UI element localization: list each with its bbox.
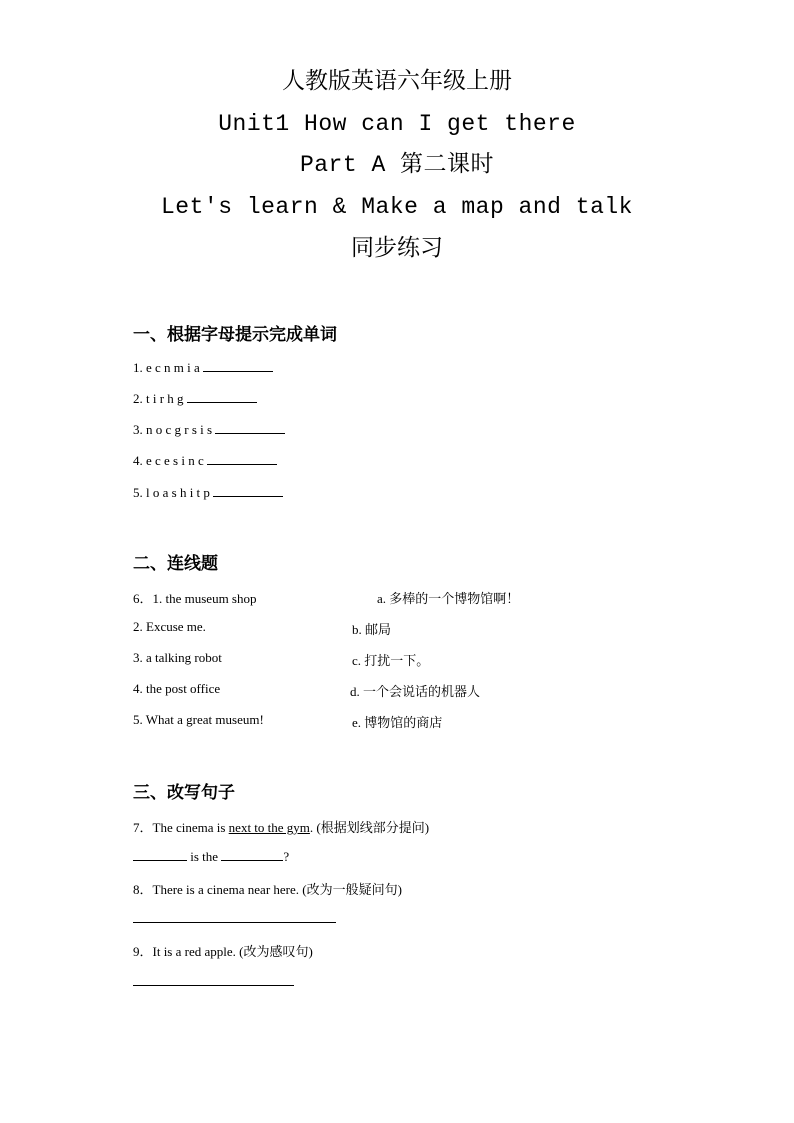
match-left-1: 6．1. the museum shop (133, 591, 257, 606)
match-left-3: 3. a talking robot (133, 650, 222, 665)
doc-title-unit: Unit1 How can I get there (218, 111, 576, 137)
match-text: 多棒的一个博物馆啊！ (389, 592, 520, 607)
q7-prefix: 7．The cinema is (133, 820, 229, 835)
q8-answer (133, 910, 336, 927)
answer-blank[interactable] (187, 390, 257, 403)
match-right-d (350, 681, 480, 700)
s1-item-5 (133, 484, 283, 501)
match-right-e (352, 712, 442, 731)
match-left-5: 5. What a great museum! (133, 712, 264, 727)
match-letter: e. (352, 715, 362, 730)
q9-answer (133, 973, 294, 990)
answer-blank[interactable] (203, 359, 273, 372)
answer-blank[interactable] (207, 452, 277, 465)
s1-item-2 (133, 390, 257, 407)
s1-item-num: 1. (133, 360, 143, 375)
s1-item-letters: l o a s h i t p (146, 485, 210, 500)
s1-item-num: 2. (133, 391, 143, 406)
answer-line[interactable] (133, 973, 294, 986)
s1-item-letters: e c e s i n c (146, 453, 204, 468)
section2-title: 二、连线题 (133, 554, 218, 574)
doc-title-lesson: Let's learn & Make a map and talk (161, 194, 633, 220)
s1-item-letters: t i r h g (146, 391, 184, 406)
section1-title: 一、根据字母提示完成单词 (133, 325, 337, 345)
answer-line[interactable] (133, 910, 336, 923)
answer-blank[interactable] (133, 848, 187, 861)
doc-title-part: Part A 第二课时 (299, 152, 495, 178)
s1-item-num: 4. (133, 453, 143, 468)
doc-title-practice: 同步练习 (351, 235, 443, 260)
s1-item-4 (133, 452, 277, 469)
s1-item-num: 3. (133, 422, 143, 437)
q7-answer-end: ? (283, 849, 290, 864)
match-text: 邮局 (365, 623, 392, 638)
q9: 9．It is a red apple. (改为感叹句) (133, 944, 313, 959)
q8: 8．There is a cinema near here. (改为一般疑问句) (133, 882, 402, 897)
answer-blank[interactable] (213, 484, 283, 497)
match-right-b (352, 619, 391, 638)
match-letter: c. (352, 653, 362, 668)
q7-answer-mid: is the (187, 849, 222, 864)
s1-item-letters: n o c g r s i s (146, 422, 213, 437)
answer-blank[interactable] (221, 848, 283, 861)
match-letter: d. (350, 684, 360, 699)
q7 (133, 817, 429, 836)
match-left-2: 2. Excuse me. (133, 619, 206, 634)
s1-item-3 (133, 421, 285, 438)
q7-suffix: . (根据划线部分提问) (309, 820, 430, 835)
match-letter: b. (352, 622, 362, 637)
match-text: 博物馆的商店 (364, 716, 443, 731)
match-letter: a. (377, 591, 387, 606)
match-right-a (377, 588, 519, 607)
match-left-4: 4. the post office (133, 681, 221, 696)
match-right-c (352, 650, 429, 669)
match-text: 一个会说话的机器人 (363, 685, 481, 700)
match-text: 打扰一下。 (364, 654, 430, 669)
s1-item-1 (133, 359, 273, 376)
q7-underlined: next to the gym (228, 820, 310, 835)
answer-blank[interactable] (215, 421, 285, 434)
s1-item-num: 5. (133, 485, 143, 500)
q7-answer (133, 848, 289, 865)
section3-title: 三、改写句子 (133, 783, 235, 803)
s1-item-letters: e c n m i a (146, 360, 200, 375)
doc-title-line1: 人教版英语六年级上册 (282, 68, 512, 93)
